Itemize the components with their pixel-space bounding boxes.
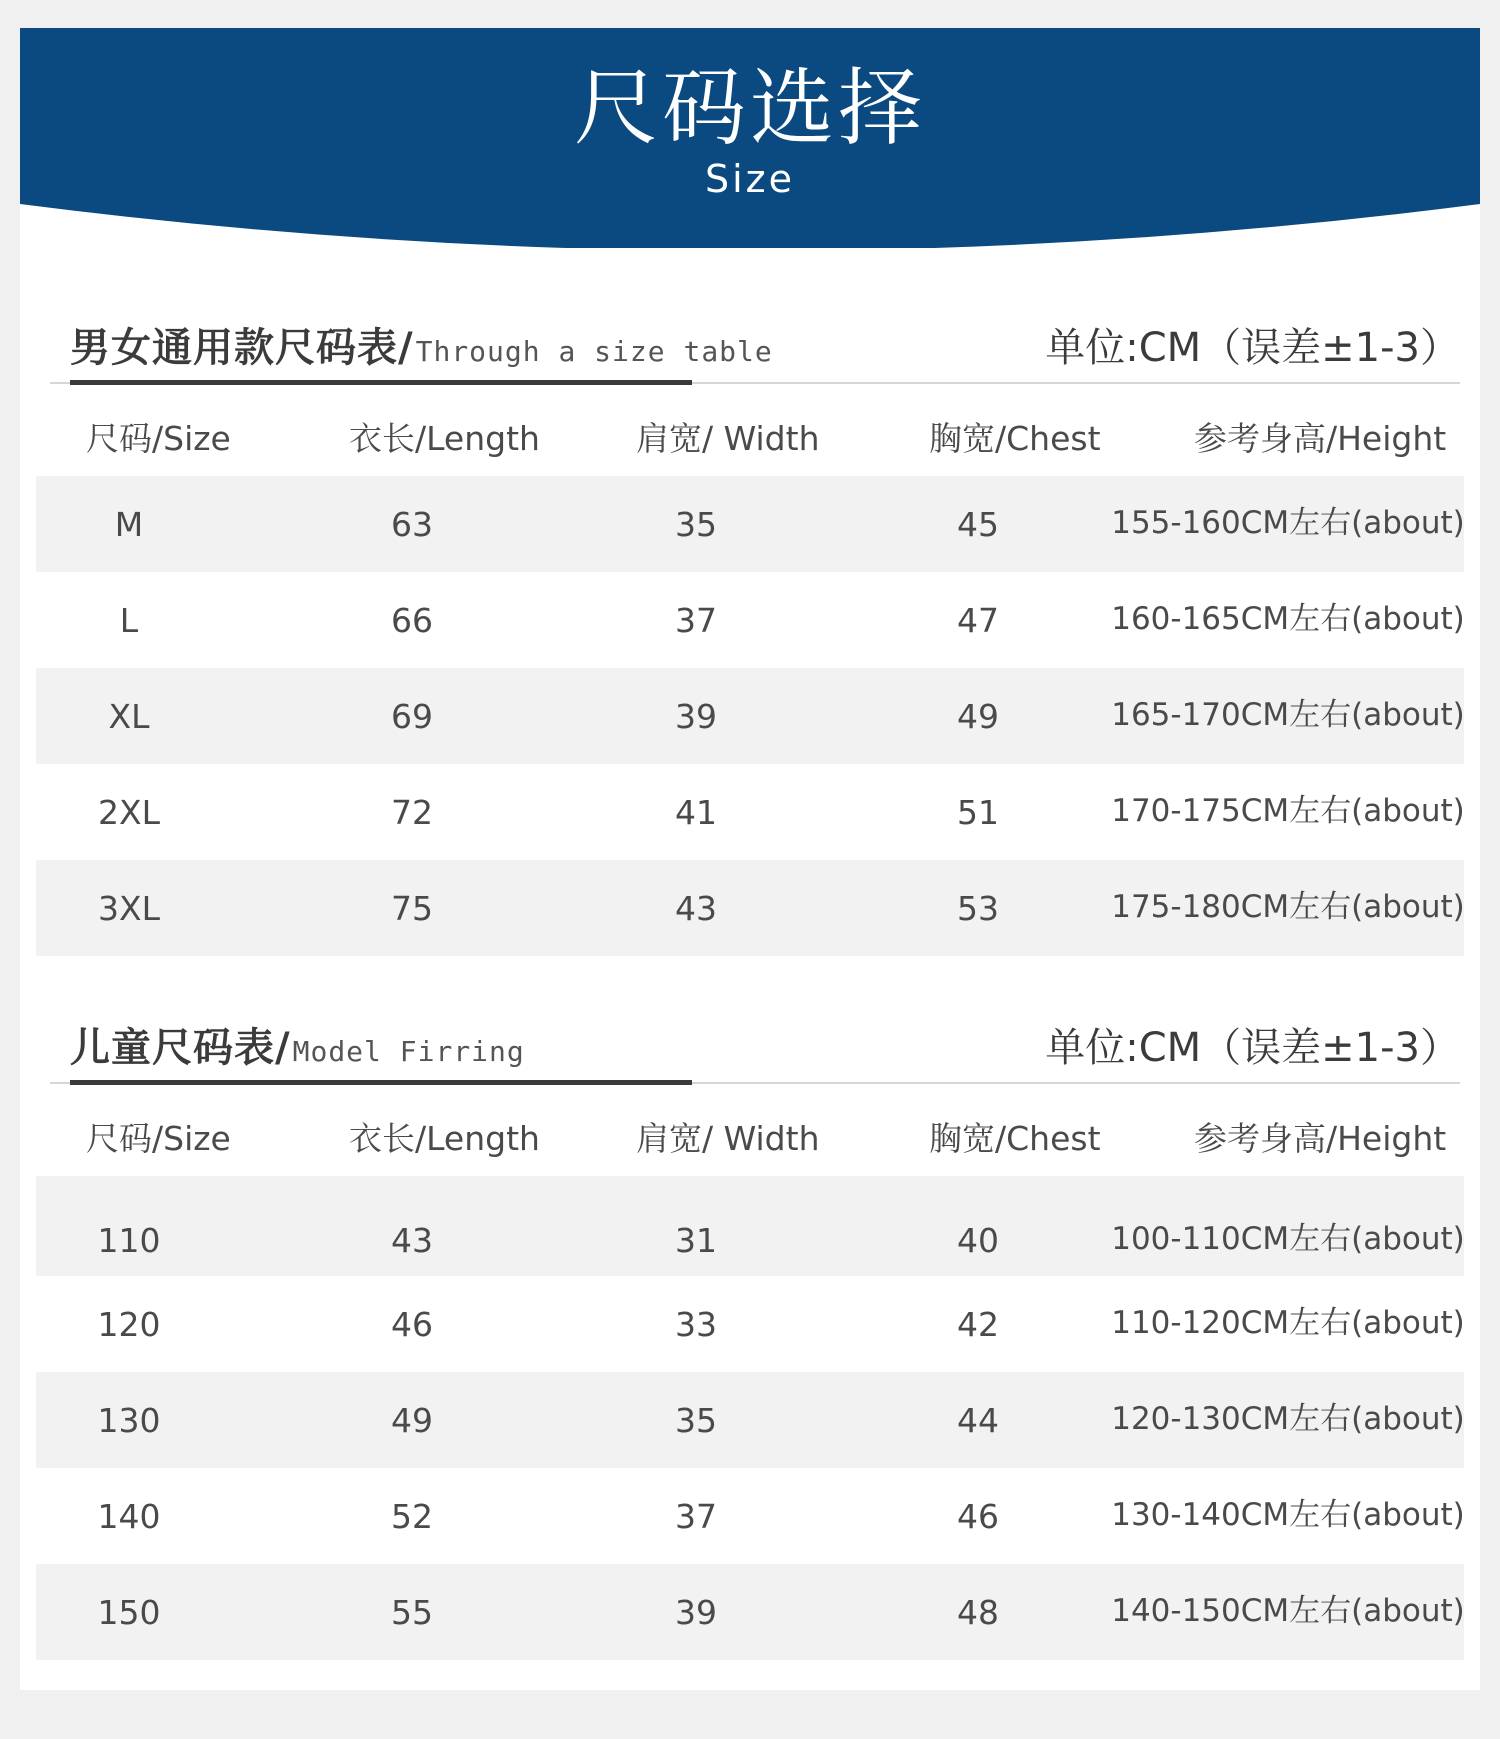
cell-chest: 49 (957, 697, 999, 736)
cell-width: 37 (675, 601, 717, 640)
cell-height: 165-170CM左右(about) (1111, 697, 1465, 733)
cell-length: 72 (391, 793, 433, 832)
cell-length: 49 (391, 1401, 433, 1440)
header-height: 参考身高/Height (1194, 419, 1447, 458)
cell-size: M (114, 505, 144, 544)
table-row (36, 1372, 1464, 1468)
cell-length: 55 (391, 1593, 433, 1632)
header-height: 参考身高/Height (1194, 1119, 1447, 1158)
cell-chest: 48 (957, 1593, 999, 1632)
cell-width: 35 (675, 1401, 717, 1440)
table-row (36, 668, 1464, 764)
header-width: 肩宽/ Width (636, 1119, 820, 1158)
cell-height: 110-120CM左右(about) (1111, 1305, 1465, 1341)
cell-length: 66 (391, 601, 433, 640)
table-row (36, 860, 1464, 956)
kids-section-header (50, 1018, 1460, 1090)
adult-section-header (50, 318, 1460, 390)
banner-title: 尺码选择 (573, 59, 926, 157)
cell-width: 33 (675, 1305, 717, 1344)
cell-chest: 53 (957, 889, 999, 928)
cell-length: 63 (391, 505, 433, 544)
cell-size: 120 (97, 1305, 161, 1344)
cell-chest: 46 (957, 1497, 999, 1536)
cell-height: 160-165CM左右(about) (1111, 601, 1465, 637)
cell-length: 69 (391, 697, 433, 736)
table-row (36, 572, 1464, 668)
cell-height: 170-175CM左右(about) (1111, 793, 1465, 829)
cell-chest: 44 (957, 1401, 999, 1440)
cell-size: 140 (97, 1497, 161, 1536)
header-size: 尺码/Size (86, 1119, 231, 1158)
table-row (36, 1468, 1464, 1564)
cell-height: 155-160CM左右(about) (1111, 505, 1465, 541)
kids-section-title (70, 1025, 525, 1071)
cell-size: 2XL (98, 793, 160, 832)
cell-length: 52 (391, 1497, 433, 1536)
cell-width: 39 (675, 697, 717, 736)
table-row (36, 1276, 1464, 1372)
header-width: 肩宽/ Width (636, 419, 820, 458)
table-row (36, 1564, 1464, 1660)
banner-subtitle: Size (704, 157, 795, 201)
table-row (36, 764, 1464, 860)
title-underline (70, 380, 692, 385)
cell-height: 120-130CM左右(about) (1111, 1401, 1465, 1437)
cell-height: 140-150CM左右(about) (1111, 1593, 1465, 1629)
cell-size: 110 (97, 1221, 161, 1260)
adult-table-body (36, 476, 1464, 956)
kids-table-body (36, 1176, 1464, 1660)
adult-section-title (70, 325, 773, 371)
table-row (36, 1176, 1464, 1276)
adult-title-en: Through a size table (415, 335, 773, 368)
cell-height: 175-180CM左右(about) (1111, 889, 1465, 925)
header-length: 衣长/Length (349, 419, 540, 458)
cell-width: 31 (675, 1221, 717, 1260)
cell-height: 100-110CM左右(about) (1111, 1221, 1465, 1257)
title-underline (70, 1080, 692, 1085)
cell-chest: 47 (957, 601, 999, 640)
header-banner (20, 28, 1480, 248)
size-chart-card (20, 28, 1480, 1690)
adult-column-headers (36, 400, 1464, 476)
cell-length: 46 (391, 1305, 433, 1344)
cell-height: 130-140CM左右(about) (1111, 1497, 1465, 1533)
cell-width: 35 (675, 505, 717, 544)
cell-length: 43 (391, 1221, 433, 1260)
adult-unit-note: 单位:CM（误差±1-3） (1045, 325, 1460, 371)
cell-width: 39 (675, 1593, 717, 1632)
header-length: 衣长/Length (349, 1119, 540, 1158)
header-chest: 胸宽/Chest (929, 1119, 1101, 1158)
kids-title-zh: 儿童尺码表/ (70, 1025, 291, 1071)
cell-width: 37 (675, 1497, 717, 1536)
cell-chest: 40 (957, 1221, 999, 1260)
table-row (36, 476, 1464, 572)
cell-size: 130 (97, 1401, 161, 1440)
cell-length: 75 (391, 889, 433, 928)
cell-size: L (119, 601, 139, 640)
kids-unit-note: 单位:CM（误差±1-3） (1045, 1025, 1460, 1071)
header-size: 尺码/Size (86, 419, 231, 458)
cell-width: 43 (675, 889, 717, 928)
adult-title-zh: 男女通用款尺码表/ (70, 325, 414, 371)
cell-chest: 51 (957, 793, 999, 832)
cell-size: 3XL (98, 889, 160, 928)
cell-size: XL (108, 697, 150, 736)
cell-chest: 42 (957, 1305, 999, 1344)
cell-size: 150 (97, 1593, 161, 1632)
cell-chest: 45 (957, 505, 999, 544)
cell-width: 41 (675, 793, 717, 832)
kids-title-en: Model Firring (292, 1035, 525, 1068)
header-chest: 胸宽/Chest (929, 419, 1101, 458)
kids-column-headers (36, 1100, 1464, 1176)
